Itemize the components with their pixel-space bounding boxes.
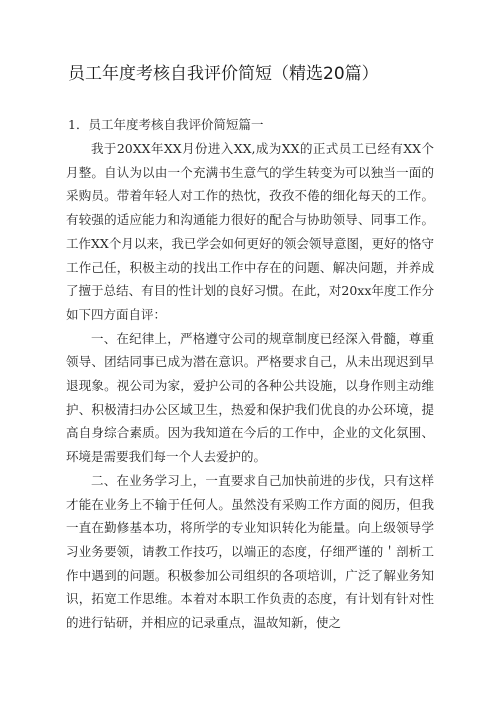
paragraph-discipline: 一、在纪律上，严格遵守公司的规章制度已经深入骨髓，尊重领导、团结同事已成为潜在意识。严格要求自己，从未出现迟到早退现象。视公司为家，爱护公司的各种公共设施，以身作则主动维护、积极清扫办公区域卫生，热爱和保护我们优良的办公环境，提高自身综合素质。因为我知道在今后的工作中，企业的文化氛围、环境是需要我们每一个人去爱护的。 [66, 330, 434, 465]
paragraph-intro: 我于20XX年XX月份进入XX,成为XX的正式员工已经有XX个月整。自认为以由一个充满书生意气的学生转变为可以独当一面的采购员。带着年轻人对工作的热忱，孜孜不倦的细化每天的工作。有较强的适应能力和沟通能力很好的配合与协助领导、同事工作。工作XX个月以来，我已学会如何更好的领会领导意图，更好的恪守工作己任，积极主动的找出工作中存在的问题、解决问题，并养成了擅于总结、有目的性计划的良好习惯。在此，对20xx年度工作分如下四方面自评： [66, 141, 434, 322]
document-title: 员工年度考核自我评价简短（精选20篇） [68, 64, 379, 84]
section-heading: 1．员工年度考核自我评价简短篇一 [68, 117, 264, 132]
paragraph-study: 二、在业务学习上，一直要求自己加快前进的步伐，只有这样才能在业务上不输于任何人。虽然没有采购工作方面的阅历，但我一直在勤修基本功，将所学的专业知识转化为能量。向上级领导学习业务要领，请教工作技巧，以端正的态度，仔细严谨的＇剖析工作中遇到的问题。积极参加公司组织的各项培训，广泛了解业务知识，拓宽工作思维。本着对本职工作负责的态度，有计划有针对性的进行钻研，并相应的记录重点，温故知新，使之 [66, 472, 434, 631]
document-body [66, 137, 434, 635]
